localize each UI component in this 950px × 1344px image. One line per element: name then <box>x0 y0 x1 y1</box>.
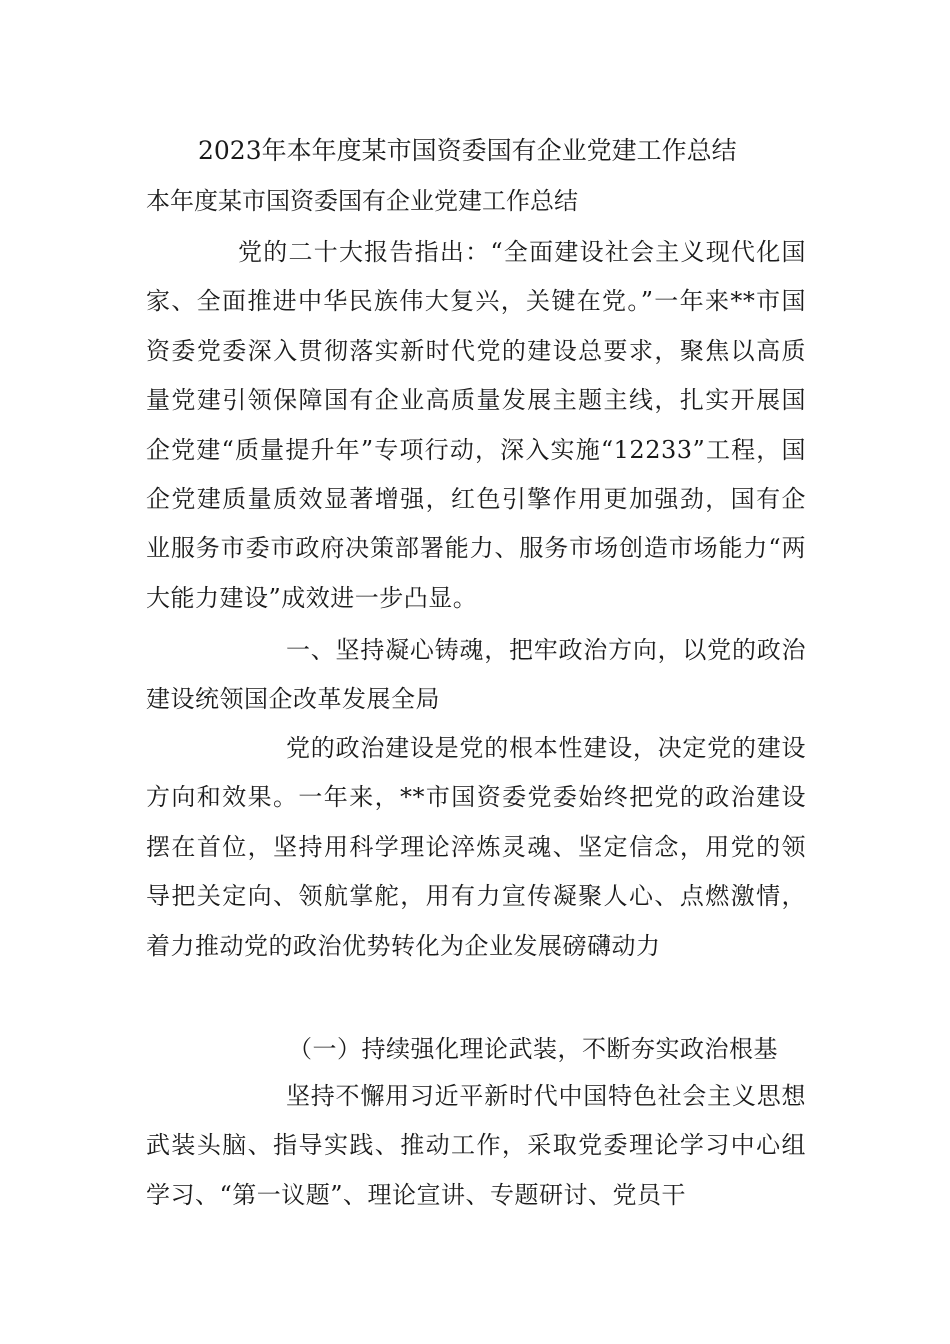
section-1-heading: 一、坚持凝心铸魂，把牢政治方向，以党的政治建设统领国企改革发展全局 <box>146 636 806 714</box>
document-subtitle: 本年度某市国资委国有企业党建工作总结 <box>146 187 578 215</box>
intro-paragraph: 党的二十大报告指出：“全面建设社会主义现代化国家、全面推进中华民族伟大复兴，关键在党。”一年来**市国资委党委深入贯彻落实新时代党的建设总要求，聚焦以高质量党建引领保障国有企业高质量发展主题主线，扎实开展国企党建“质量提升年”专项行动，深入实施“12233”工程，国企党建质量质效显著增强，红色引擎作用更加强劲，国有企业服务市委市政府决策部署能力、服务市场创造市场能力“两大能力建设”成效进一步凸显。 <box>146 238 806 612</box>
subsection-1-heading: （一）持续强化理论武装，不断夯实政治根基 <box>288 1035 778 1063</box>
subsection-1-paragraph: 坚持不懈用习近平新时代中国特色社会主义思想武装头脑、指导实践、推动工作，采取党委理论学习中心组学习、“第一议题”、理论宣讲、专题研讨、党员干 <box>146 1082 806 1209</box>
section-1-paragraph: 党的政治建设是党的根本性建设，决定党的建设方向和效果。一年来，**市国资委党委始终把党的政治建设摆在首位，坚持用科学理论淬炼灵魂、坚定信念，用党的领导把关定向、领航掌舵，用有力宣传凝聚人心、点燃激情，着力推动党的政治优势转化为企业发展磅礴动力 <box>146 734 806 960</box>
document-title: 2023年本年度某市国资委国有企业党建工作总结 <box>198 136 737 165</box>
